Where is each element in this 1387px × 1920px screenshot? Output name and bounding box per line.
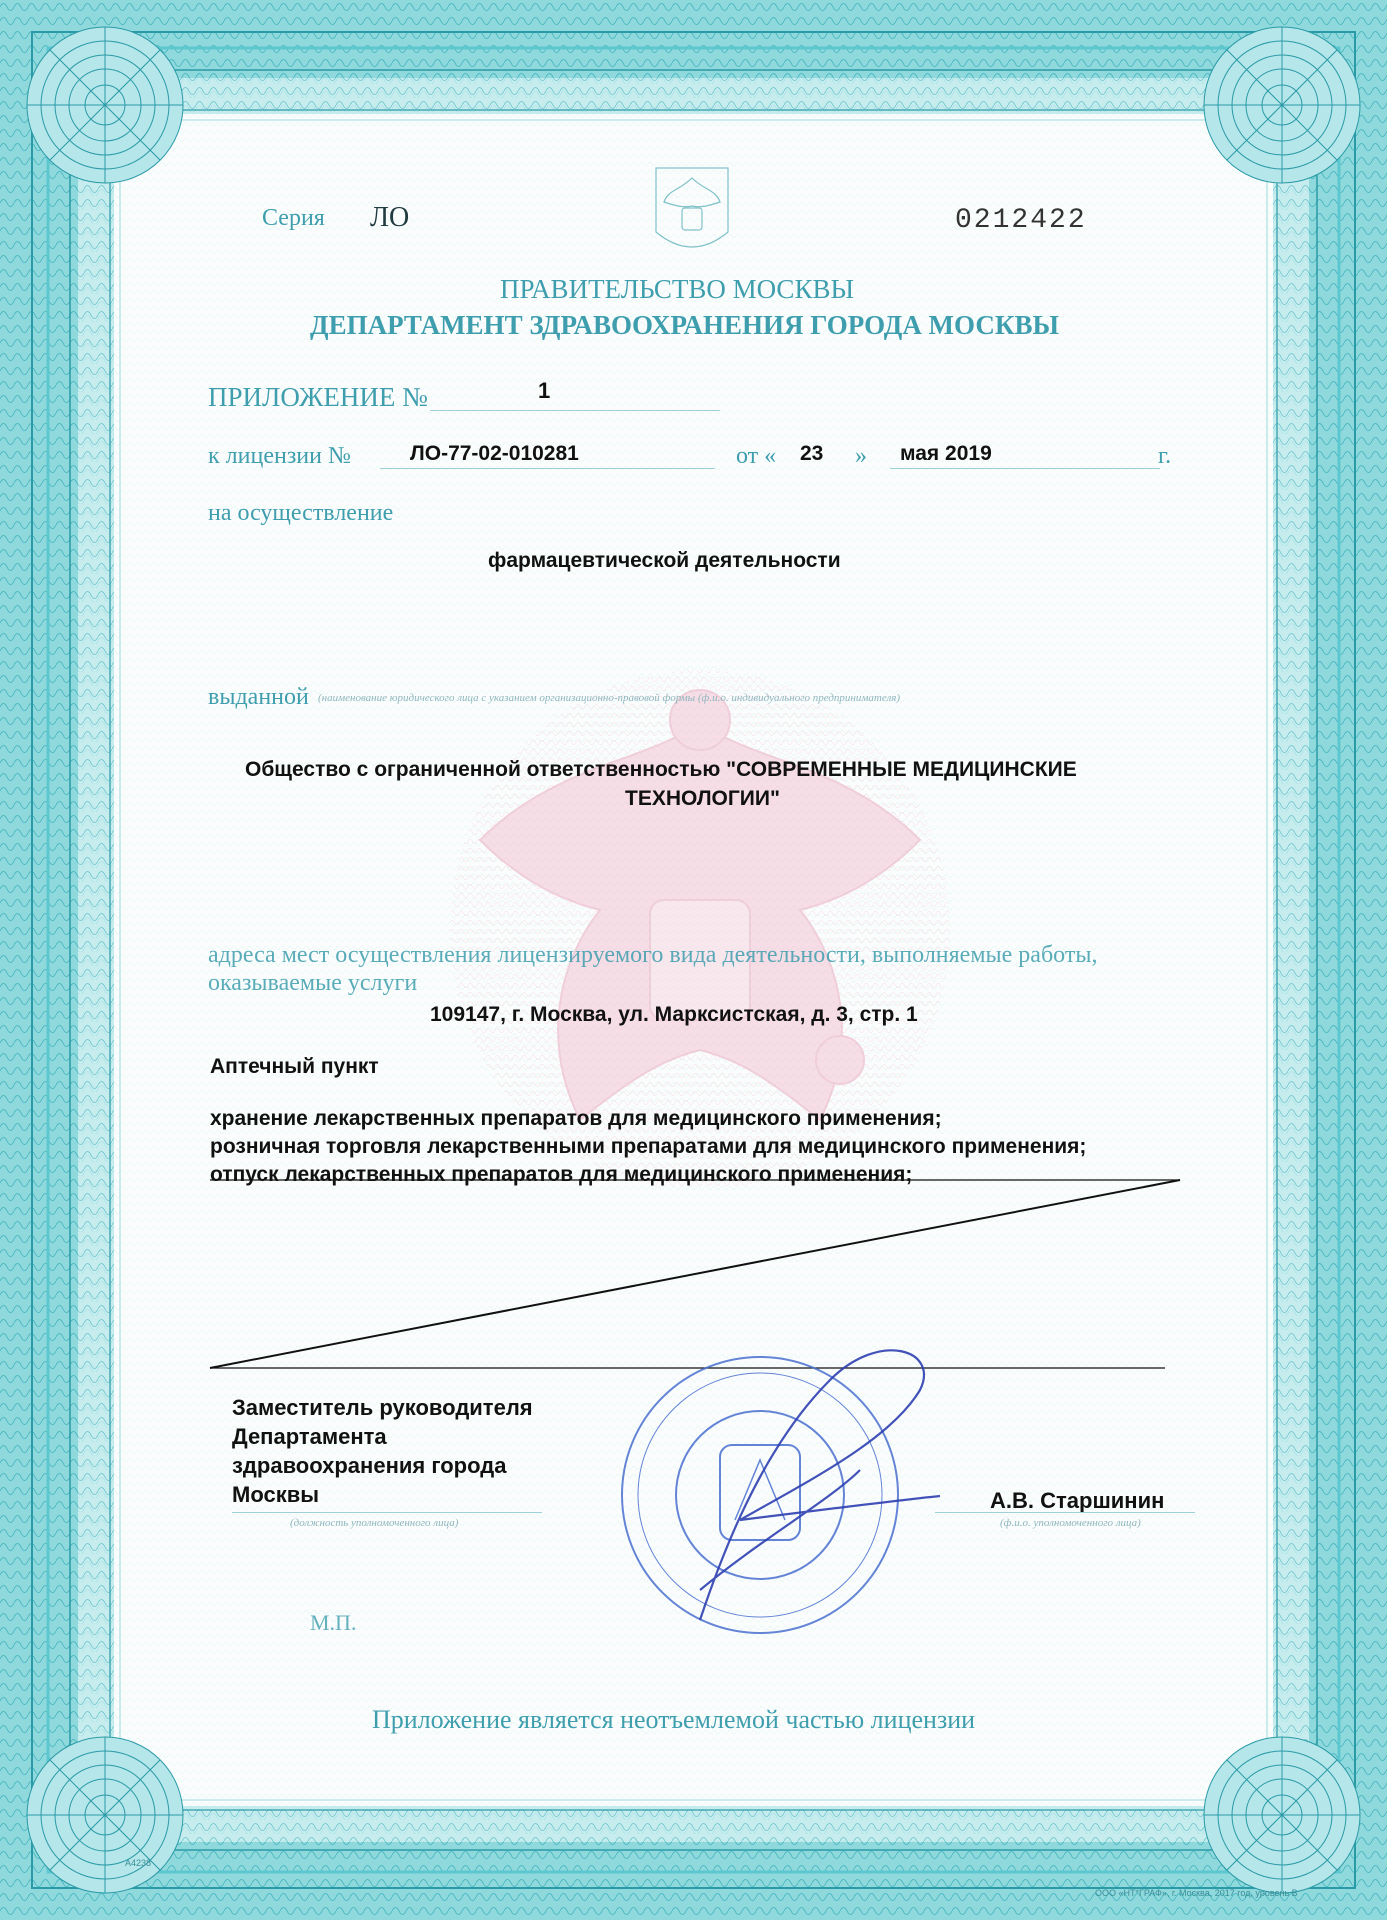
series-value: ЛО <box>370 202 410 233</box>
government-title: ПРАВИТЕЛЬСТВО МОСКВЫ <box>500 274 855 304</box>
point-type: Аптечный пункт <box>210 1055 379 1078</box>
corner-rosette-top-left <box>27 27 183 183</box>
footer-note: Приложение является неотъемлемой частью лицензии <box>372 1705 976 1734</box>
addresses-label-line1: адреса мест осуществления лицензируемого вида деятельности, выполняемые работы, <box>208 942 1098 968</box>
appendix-number-underline <box>430 410 720 411</box>
corner-rosette-top-right <box>1204 27 1360 183</box>
position-caption: (должность уполномоченного лица) <box>290 1517 459 1529</box>
address-value: 109147, г. Москва, ул. Марксистская, д. 3, стр. 1 <box>430 1003 918 1026</box>
printer-info: ООО «НТ*ГРАФ», г. Москва, 2017 год, уровень В <box>1095 1888 1298 1898</box>
year-suffix: г. <box>1158 443 1172 469</box>
license-day: 23 <box>800 442 824 465</box>
issued-caption: (наименование юридического лица с указанием организационно-правовой формы (ф.и.о. индивидуального предпринимателя) <box>318 692 901 704</box>
name-caption: (ф.и.о. уполномоченного лица) <box>1000 1517 1141 1529</box>
license-month-year: мая 2019 <box>900 442 992 465</box>
addresses-label-line2: оказываемые услуги <box>208 970 418 996</box>
license-number-underline <box>380 468 715 469</box>
organization-name-line1: Общество с ограниченной ответственностью "СОВРЕМЕННЫЕ МЕДИЦИНСКИЕ <box>245 758 1077 781</box>
license-date-underline <box>890 468 1160 469</box>
issued-label: выданной <box>208 684 309 710</box>
corner-rosette-bottom-right <box>1204 1737 1360 1893</box>
form-number: 0212422 <box>955 205 1087 236</box>
position-line: Заместитель руководителя <box>232 1395 533 1420</box>
from-label: от « <box>736 443 777 469</box>
position-line: здравоохранения города <box>232 1453 507 1478</box>
position-line: Москвы <box>232 1482 320 1507</box>
service-item: отпуск лекарственных препаратов для медицинского применения; <box>210 1163 913 1186</box>
service-item: хранение лекарственных препаратов для медицинского применения; <box>210 1107 942 1130</box>
activity-value: фармацевтической деятельности <box>488 549 841 572</box>
position-underline <box>232 1512 542 1513</box>
department-title: ДЕПАРТАМЕНТ ЗДРАВООХРАНЕНИЯ ГОРОДА МОСКВЫ <box>310 310 1059 340</box>
license-number: ЛО-77-02-010281 <box>410 442 579 465</box>
name-underline <box>935 1512 1195 1513</box>
appendix-title: ПРИЛОЖЕНИЕ № <box>208 382 428 412</box>
seal-place-mark: М.П. <box>310 1610 357 1635</box>
service-item: розничная торговля лекарственными препаратами для медицинского применения; <box>210 1135 1087 1158</box>
appendix-number: 1 <box>538 378 551 403</box>
corner-rosette-bottom-left <box>27 1737 183 1893</box>
to-license-label: к лицензии № <box>208 443 351 469</box>
form-code: А4238 <box>125 1858 152 1868</box>
position-line: Департамента <box>232 1424 387 1449</box>
close-quote: » <box>855 443 867 469</box>
activity-label: на осуществление <box>208 500 394 526</box>
organization-name-line2: ТЕХНОЛОГИИ" <box>625 787 780 810</box>
series-label: Серия <box>262 205 325 231</box>
signatory-name: А.В. Старшинин <box>990 1488 1165 1513</box>
